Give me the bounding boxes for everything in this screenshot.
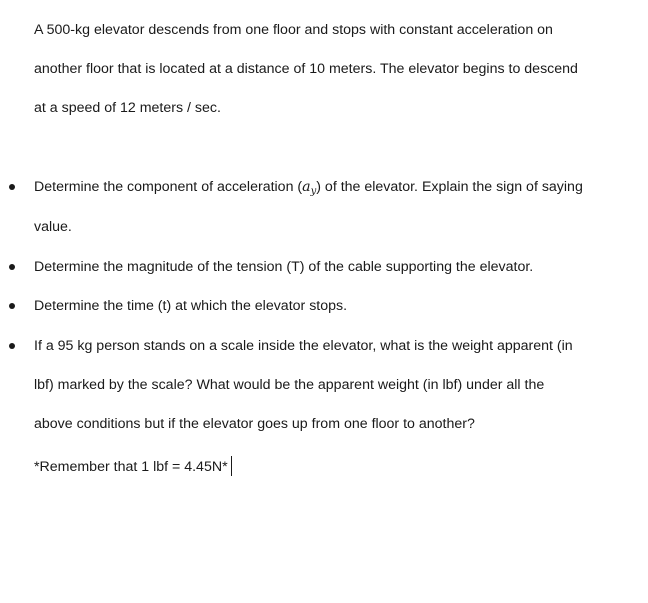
text-cursor [231,456,232,476]
paragraph-line-2: another floor that is located at a distance of 10 meters. The elevator begins to descend [34,61,578,77]
bullet-dot-4 [9,343,15,349]
bullet-3-line-1: Determine the time (t) at which the elevator stops. [34,298,348,314]
bullet-2-line-1: Determine the magnitude of the tension (T) of the cable supporting the elevator. [34,259,534,275]
bullet-dot-1 [9,184,15,190]
bullet-1-text-after: ) of the elevator. Explain the sign of saying [316,179,583,195]
paragraph-line-1: A 500-kg elevator descends from one floor and stops with constant acceleration on [34,22,553,38]
paragraph-line-3: at a speed of 12 meters / sec. [34,100,221,116]
bullet-dot-3 [9,303,15,309]
bullet-4-line-3: above conditions but if the elevator goes up from one floor to another? [34,416,475,432]
math-base: a [302,179,311,195]
note-line[interactable] [34,456,232,477]
bullet-dot-2 [9,264,15,270]
bullet-1-line-2: value. [34,219,72,235]
acceleration-symbol [302,179,316,195]
bullet-4-line-1: If a 95 kg person stands on a scale inside the elevator, what is the weight apparent (in [34,338,573,354]
bullet-1-text-before: Determine the component of acceleration ( [34,179,303,195]
bullet-4-line-2: lbf) marked by the scale? What would be the apparent weight (in lbf) under all the [34,377,545,393]
bullet-1-line-1 [34,177,583,202]
note-text: *Remember that 1 lbf = 4.45N* [34,459,228,475]
math-subscript: y [310,186,317,197]
